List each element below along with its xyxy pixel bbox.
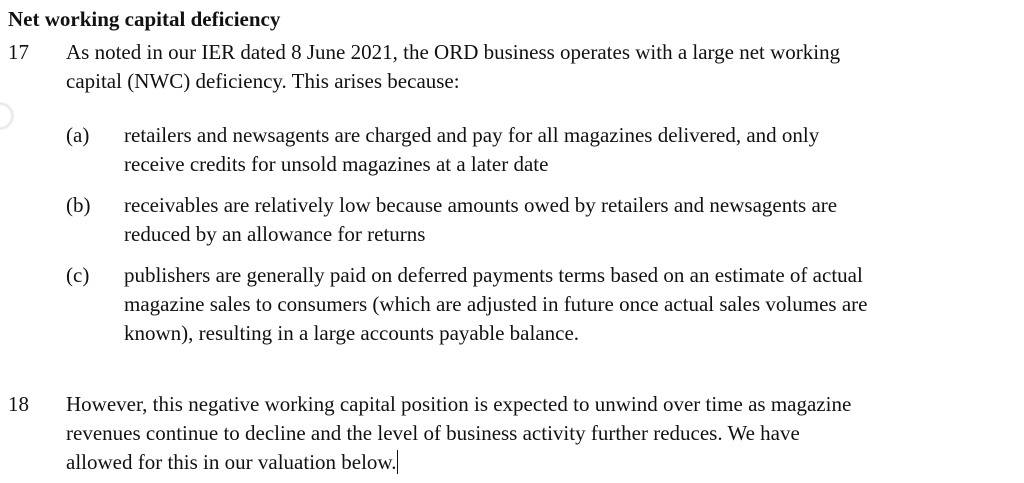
watermark-arc-icon <box>0 96 20 136</box>
item-b-text <box>124 191 1019 249</box>
text-cursor <box>397 450 398 474</box>
item-c-line-1: publishers are generally paid on deferred payments terms based on an estimate of actual <box>124 263 863 287</box>
item-b-line-1: receivables are relatively low because amounts owed by retailers and newsagents are <box>124 193 838 217</box>
item-b-label: (b) <box>66 193 91 217</box>
paragraph-18-line-1: However, this negative working capital position is expected to unwind over time as magazine <box>66 392 852 416</box>
item-c-text <box>124 261 1019 348</box>
paragraph-18-number: 18 <box>8 392 29 416</box>
paragraph-18-text <box>66 390 1016 477</box>
item-a-text <box>124 121 1019 179</box>
paragraph-18-line-3[interactable] <box>66 448 1016 477</box>
item-b-line-2: reduced by an allowance for returns <box>124 222 426 246</box>
paragraph-17-line-1: As noted in our IER dated 8 June 2021, the ORD business operates with a large net working <box>66 40 841 64</box>
item-c-label: (c) <box>66 263 90 287</box>
paragraph-17-text <box>66 38 1016 96</box>
paragraph-17-line-2: capital (NWC) deficiency. This arises because: <box>66 69 460 93</box>
paragraph-18-line-2: revenues continue to decline and the level of business activity further reduces. We have <box>66 421 800 445</box>
item-c-line-3: known), resulting in a large accounts payable balance. <box>124 321 580 345</box>
item-a-label: (a) <box>66 123 90 147</box>
section-heading: Net working capital deficiency <box>8 7 281 31</box>
paragraph-18-line-3-text: allowed for this in our valuation below. <box>66 450 397 474</box>
item-a-line-1: retailers and newsagents are charged and pay for all magazines delivered, and only <box>124 123 820 147</box>
item-c-line-2: magazine sales to consumers (which are adjusted in future once actual sales volumes are <box>124 292 868 316</box>
paragraph-17-number: 17 <box>8 40 29 64</box>
item-a-line-2: receive credits for unsold magazines at a later date <box>124 152 549 176</box>
